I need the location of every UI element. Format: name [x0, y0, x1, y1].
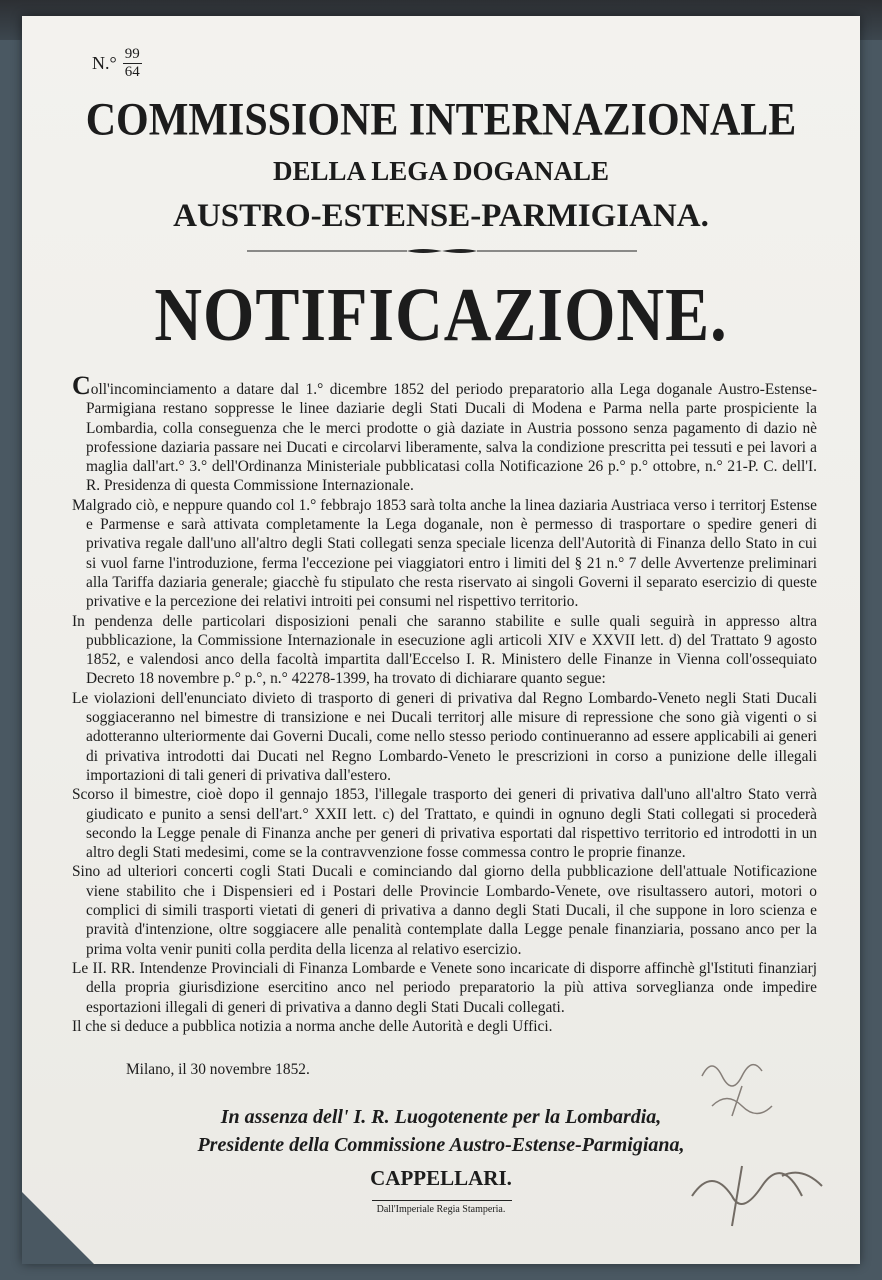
place-date: Milano, il 30 novembre 1852. [126, 1061, 310, 1078]
heading-line3: AUSTRO-ESTENSE-PARMIGIANA. [173, 198, 709, 234]
notice-body [72, 371, 817, 1036]
number-fraction [123, 46, 142, 81]
page-title: NOTIFICAZIONE. [154, 273, 728, 358]
number-prefix: N.° [92, 53, 117, 73]
paragraph-6: Sino ad ulteriori concerti cogli Stati Ducali e cominciando dal giorno della pubblicazione dell'attuale Notificazione viene stabilito che i Dispensieri ed i Postari delle Provincie Lombardo-Venete, ove risultassero autori, motori o complici di simili trasporti vietati di generi di privativa a danno degli Stati Ducali, il che suppone in loro scienza e pravità d'intenzione, oltre soggiacere alle penalità contemplate dalla Legge penale finanziaria, possano anco per la prima volta venir puniti colla perdita della licenza al relativo esercizio. [72, 863, 817, 958]
signature-line2: Presidente della Commissione Austro-Estense-Parmigiana, [197, 1134, 685, 1156]
paragraph-7: Le II. RR. Intendenze Provinciali di Finanza Lombarde e Venete sono incaricate di disporre affinchè gl'Istituti finanziarj della propria giurisdizione esercitino anco nel periodo preparatorio la più attiva sorveglianza onde impedire esportazioni illegali di generi di privativa a danno degli Stati Ducali collegati. [72, 959, 817, 1016]
number-top: 99 [124, 46, 140, 62]
heading-line2: DELLA LEGA DOGANALE [272, 156, 610, 186]
signature-name: CAPPELLARI. [370, 1166, 512, 1190]
ornamental-rule [247, 247, 637, 255]
document-sheet [22, 16, 860, 1264]
printer-rule [372, 1200, 512, 1201]
paragraph-1: Coll'incominciamento a datare dal 1.° dicembre 1852 del periodo preparatorio alla Lega doganale Austro-Estense-Parmigiana restano soppresse le linee daziarie degli Stati Ducali di Modena e Parma nella parte prospiciente la Lombardia, colla conseguenza che le merci prodotte o già daziate in Austria possono senza pagamento di dazio nè professione daziaria passare nei Ducati e circolarvi liberamente, salva la condizione prescritta pei tessuti e pei lavori a maglia dall'art.° 3.° dell'Ordinanza Ministeriale pubblicatasi colla Notificazione 26 p.° p.° ottobre, n.° 21-P. C. dell'I. R. Presidenza di questa Commissione Internazionale. [72, 371, 817, 495]
paragraph-4: Le violazioni dell'enunciato divieto di trasporto di generi di privativa dal Regno Lombardo-Veneto negli Stati Ducali soggiaceranno nel bimestre di transizione e nei Ducali territorj alle misure di repressione che sono già vigenti o si adotteranno ulteriormente dai Governi Ducali, come nello stesso periodo continueranno ad essere applicabili ai generi di privativa introdotti dai Ducati nel Regno Lombardo-Veneto le prescrizioni in corso a punizione delle illegali importazioni di tali generi di privativa dall'estero. [72, 689, 817, 784]
notice-number [92, 46, 142, 81]
paragraph-5: Scorso il bimestre, cioè dopo il gennajo 1853, l'illegale trasporto dei generi di privativa dall'uno all'altro Stato verrà giudicato e punito a sensi dell'art.° XXII lett. c) del Trattato, e quindi in ognuno degli Stati collegati si procederà secondo la Legge penale di Finanza anche per generi di privativa esportati dal rispettivo territorio ed introdotti in un altro degli Stati medesimi, come se la contravvenzione fosse commessa contro le proprie finanze. [72, 786, 817, 862]
heading-line1: COMMISSIONE INTERNAZIONALE [85, 94, 797, 146]
folded-corner [22, 1192, 94, 1264]
handwritten-annotation [682, 1046, 852, 1236]
paragraph-3: In pendenza delle particolari disposizioni penali che saranno stabilite e sulle quali seguirà in appresso altra pubblicazione, la Commissione Internazionale in esecuzione agli articoli XIV e XXVII lett. d) del Trattato 9 agosto 1852, e valendosi anco della facoltà impartita dall'Eccelso I. R. Ministero delle Finanze in Vienna coll'ossequiato Decreto 18 novembre p.° p.°, n.° 42278-1399, ha trovato di dichiarare quanto segue: [72, 612, 817, 688]
paragraph-2: Malgrado ciò, e neppure quando col 1.° febbrajo 1853 sarà tolta anche la linea daziaria Austriaca verso i territorj Estense e Parmense e sarà attivata completamente la Lega doganale, non è permesso di trasportare o spedire generi di privativa regale dall'uno all'altro degli Stati collegati senza speciale licenza dell'Autorità di Finanza dello Stato in cui si vuol farne l'introduzione, ferma l'eccezione pei viaggiatori entro i limiti del § 21 n.° 7 delle Avvertenze preliminari alla Tariffa daziaria generale; giacchè fu stipulato che resta riservato ai singoli Governi il separato esercizio di queste privative e la percezione dei relativi introiti pei consumi nel rispettivo territorio. [72, 496, 817, 611]
paragraph-8: Il che si deduce a pubblica notizia a norma anche delle Autorità e degli Uffici. [72, 1017, 553, 1035]
number-bottom: 64 [124, 64, 140, 80]
signature-line1: In assenza dell' I. R. Luogotenente per la Lombardia, [220, 1106, 662, 1128]
printer-imprint: Dall'Imperiale Regia Stamperia. [376, 1204, 506, 1215]
